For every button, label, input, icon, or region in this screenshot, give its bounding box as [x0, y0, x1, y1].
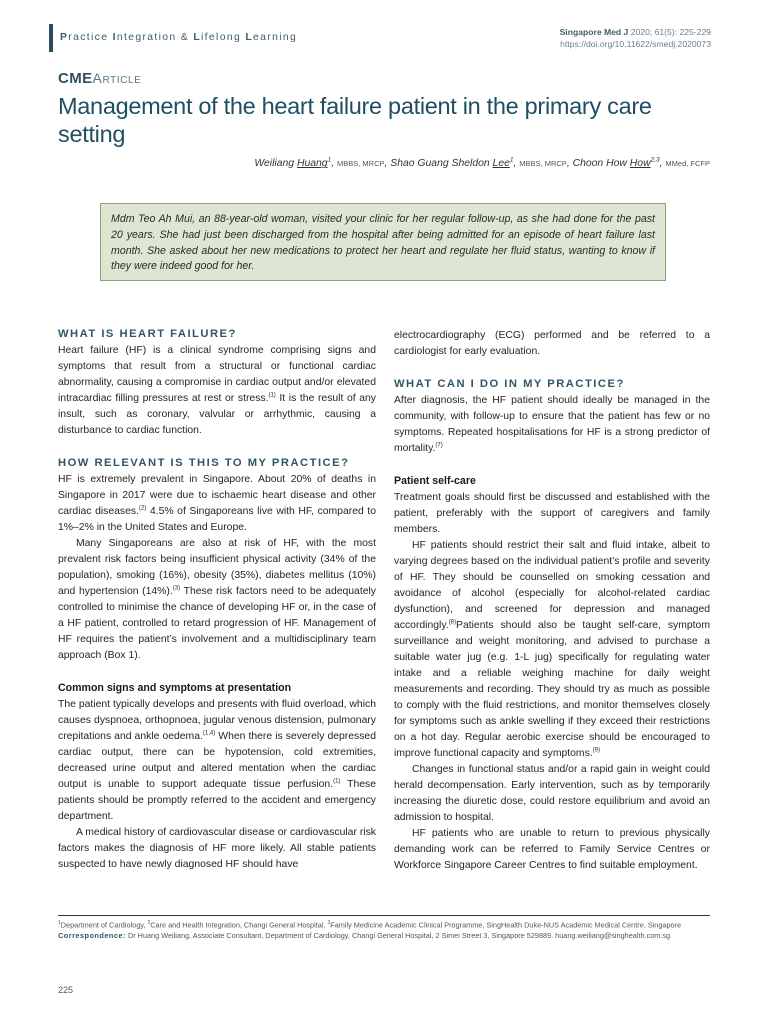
- reference-marker: (9): [592, 747, 601, 754]
- heading-what-can-i-do: WHAT CAN I DO IN MY PRACTICE?: [394, 378, 625, 390]
- author: Choon How How$^{2,3}$, MMed, FCFP: [572, 157, 710, 170]
- reference-marker: (7): [435, 442, 443, 449]
- heading-how-relevant: HOW RELEVANT IS THIS TO MY PRACTICE?: [58, 457, 350, 469]
- reference-marker: (1): [268, 392, 276, 399]
- page-number: 225: [58, 985, 74, 995]
- case-scenario-box: [100, 203, 666, 281]
- paragraph: HF is extremely prevalent in Singapore. About 20% of deaths in Singapore in 2017 were due to ischaemic heart disease and other cardiac diseases.$^{(2)}$ 4.5% of Singaporeans live with HF, compared to 1%–2% in the United States and Europe.: [58, 474, 377, 533]
- reference-marker: (1): [333, 778, 341, 785]
- paragraph: HF patients who are unable to return to previous physically demanding work can be referred to Family Service Centres or Workforce Singapore Career Centres to find suitable employment.: [394, 828, 710, 871]
- paragraph: Heart failure (HF) is a clinical syndrome comprising signs and symptoms that result from a structural or functional cardiac abnormality, causing a compromise in cardiac output and/or elevated intracardiac filling pressures at rest or stress.$^{(1)}$ It is the result of any insult, such as coronary, valvular or arrhythmic, causing a disturbance to cardiac function.: [58, 345, 376, 436]
- paragraph: The patient typically develops and presents with fluid overload, which causes dyspnoea, orthopnoea, jugular venous distension, pulmonary crepitations and ankle oedema.$^{(1,4)}$ When there is severely depressed cardiac output, there can be hypotension, cold extremities, decreased urine output and altered mentation when the cardiac output is unable to support adequate tissue perfusion.$^{(1)}$ These patients should be promptly referred to the accident and emergency department.: [58, 699, 376, 822]
- right-column: [394, 328, 710, 874]
- reference-marker: (2): [138, 505, 147, 512]
- author-list: [254, 157, 710, 169]
- paragraph: Treatment goals should first be discussed and established with the patient, preferably with the support of caregivers and family members.: [394, 492, 710, 535]
- doi-link[interactable]: https://doi.org/10.11622/smedj.2020073: [560, 39, 711, 49]
- paragraph: Many Singaporeans are also at risk of HF, with the most prevalent risk factors being insufficient physical activity (34% of the population), smoking (16%), obesity (35%), diabetes mellitus (10%) and hypertension (14%).$^{(3)}$ These risk factors need to be adequately controlled to minimise the chance of developing HF or, in the case of a HF patient, controlled to retard progression of HF. Management of HF requires the patient’s involvement and a multidisciplinary team approach (Box 1).: [58, 538, 377, 661]
- paragraph: HF patients should restrict their salt and fluid intake, albeit to varying degrees based on the individual patient’s profile and severity of HF. They should be counselled on smoking cessation and avoidance of alcohol (especially for alcohol-related cardiac dysfunction), and screened for depression and managed accordingly.$^{(8)}$Patients should also be taught self-care, symptom surveillance and weight monitoring, and advised to purchase a suitable water jug (e.g. 1-L jug) specifically for regulating water intake and a reliable weighing machine for daily weight measurements and recording. They should try as much as possible to comply with the fluid restrictions, and monitor themselves closely for symptoms such as ankle swelling if they exceed their restrictions on a hot day. Regular aerobic exercise should be encouraged to improve functional capacity and symptoms.$^{(9)}$: [394, 540, 710, 759]
- footer-divider: [58, 915, 710, 916]
- case-scenario-text: Mdm Teo Ah Mui, an 88-year-old woman, visited your clinic for her regular follow-up, as she had done for the past 20 years. She had just been discharged from the hospital after being admitted for an episode of heart failure last month. She asked about her new medications to protect her heart and regulate her fluid status, wanting to know if they were indeed good for her.: [111, 213, 655, 273]
- article-title: Management of the heart failure patient in the primary care setting: [58, 93, 652, 147]
- journal-section-label: Practice Integration & Lifelong Learning: [60, 32, 298, 43]
- author: Weiliang Huang$^1$, MBBS, MRCP,: [254, 157, 388, 170]
- journal-name: Singapore Med J: [559, 27, 629, 37]
- footnotes: [58, 918, 710, 942]
- journal-issue: 2020; 61(5): 225-229: [628, 27, 711, 37]
- reference-marker: (3): [172, 585, 181, 592]
- author: Shao Guang Sheldon Lee$^1$, MBBS, MRCP,: [390, 157, 570, 170]
- heading-patient-self-care: Patient self-care: [394, 475, 476, 487]
- reference-marker: (1,4): [202, 730, 216, 737]
- paragraph: Changes in functional status and/or a rapid gain in weight could herald decompensation. Early intervention, such as by temporarily increasing the diuretic dose, could restore equilibrium and avoid an admission to hospital.: [394, 764, 710, 823]
- correspondence: Correspondence: Dr Huang Weiliang, Associate Consultant, Department of Cardiology, Changi General Hospital, 2 Simei Street 3, Singapore 529889. huang.weiliang@singhealth.com.sg: [58, 931, 671, 941]
- paragraph: A medical history of cardiovascular disease or cardiovascular risk factors makes the diagnosis of HF more likely. All stable patients suspected to have newly diagnosed HF should have: [58, 827, 376, 870]
- heading-common-signs: Common signs and symptoms at presentation: [58, 682, 292, 694]
- heading-what-is-heart-failure: WHAT IS HEART FAILURE?: [58, 328, 237, 340]
- journal-accent-bar: [49, 24, 53, 52]
- reference-marker: (8): [448, 619, 457, 626]
- journal-citation: [560, 26, 711, 50]
- paragraph: electrocardiography (ECG) performed and be referred to a cardiologist for early evaluation.: [394, 330, 710, 357]
- paragraph: After diagnosis, the HF patient should ideally be managed in the community, with follow-up to ensure that the patient has few or no symptoms. Repeated hospitalisations for HF is a strong predictor of mortality.$^{(7)}$: [394, 395, 710, 454]
- article-type: CMEArticle: [58, 70, 142, 87]
- left-column: [58, 326, 376, 873]
- affiliations: $^1$Department of Cardiology, $^2$Care and Health Integration, Changi General Hospital, $^3$Family Medicine Academic Clinical Programme, SingHealth Duke-NUS Academic Medical Centre, Singapore: [58, 920, 682, 930]
